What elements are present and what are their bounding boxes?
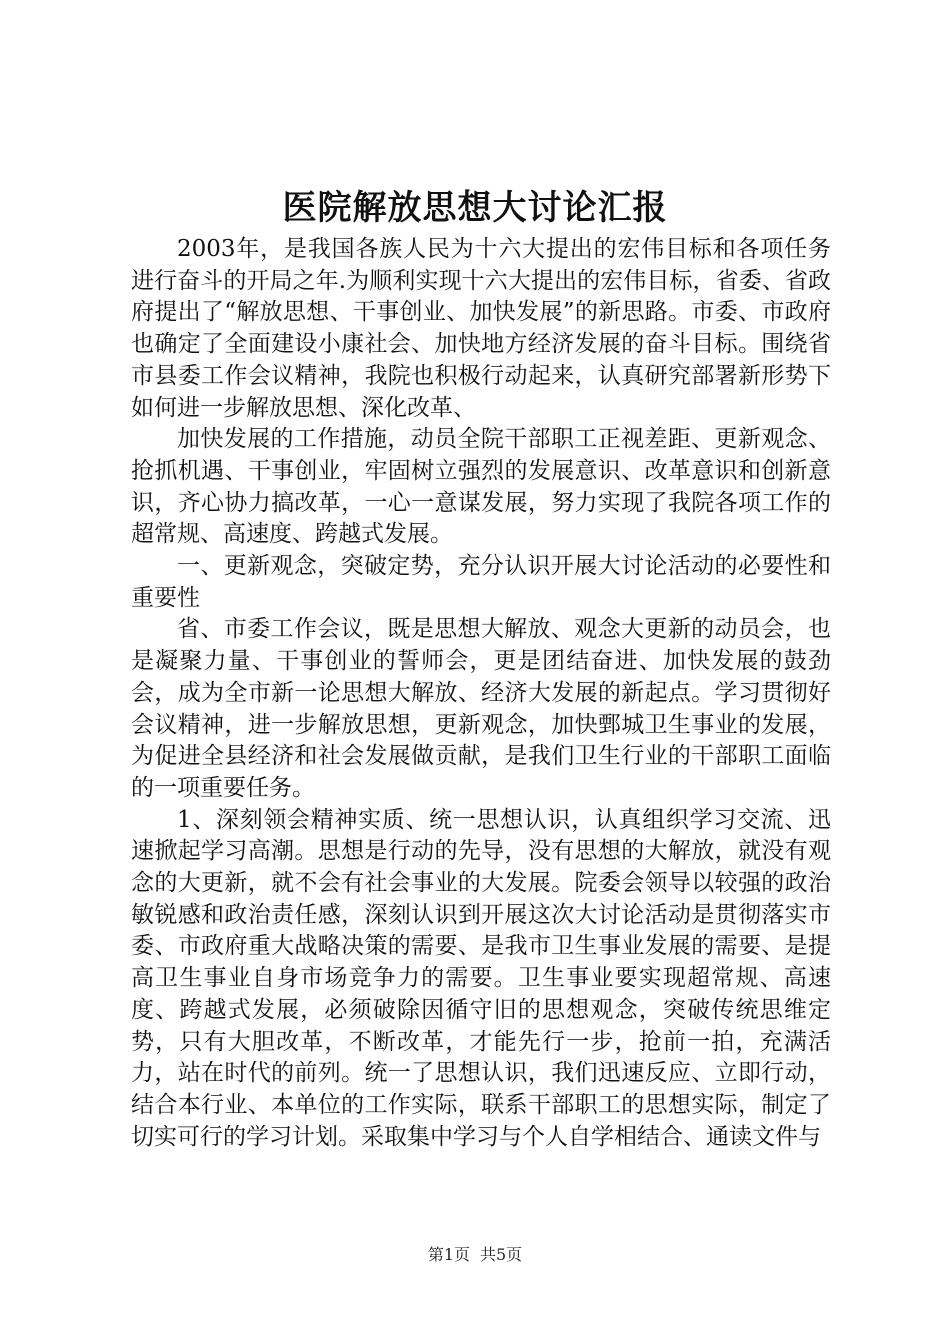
paragraph: 加快发展的工作措施，动员全院干部职工正视差距、更新观念、抢抓机遇、干事创业，牢固树立强烈的发展意识、改革意识和创新意识，齐心协力搞改革，一心一意谋发展，努力实现了我院各项工作的超常规、高速度、跨越式发展。 [131,426,831,548]
page-footer [0,1245,950,1265]
document-body [131,234,831,1153]
paragraph: 2003年，是我国各族人民为十六大提出的宏伟目标和各项任务进行奋斗的开局之年.为顺利实现十六大提出的宏伟目标，省委、省政府提出了“解放思想、干事创业、加快发展”的新思路。市委、市政府也确定了全面建设小康社会、加快地方经济发展的奋斗目标。围绕省市县委工作会议精神，我院也积极行动起来，认真研究部署新形势下如何进一步解放思想、深化改革、 [131,236,831,421]
document-title: 医院解放思想大讨论汇报 [282,188,668,228]
section-heading: 一、更新观念，突破定势，充分认识开展大讨论活动的必要性和重要性 [131,553,831,611]
page-number: 第1页 [427,1245,470,1264]
page-total: 共5页 [480,1245,523,1264]
paragraph: 省、市委工作会议，既是思想大解放、观念大更新的动员会，也是凝聚力量、干事创业的誓师会，更是团结奋进、加快发展的鼓劲会，成为全市新一论思想大解放、经济大发展的新起点。学习贯彻好会议精神，进一步解放思想，更新观念，加快鄄城卫生事业的发展，为促进全县经济和社会发展做贡献，是我们卫生行业的干部职工面临的一项重要任务。 [131,616,831,801]
paragraph: 1、深刻领会精神实质、统一思想认识，认真组织学习交流、迅速掀起学习高潮。思想是行动的先导，没有思想的大解放，就没有观念的大更新，就不会有社会事业的大发展。院委会领导以较强的政治敏锐感和政治责任感，深刻认识到开展这次大讨论活动是贯彻落实市委、市政府重大战略决策的需要、是我市卫生事业发展的需要、是提高卫生事业自身市场竞争力的需要。卫生事业要实现超常规、高速度、跨越式发展，必须破除因循守旧的思想观念，突破传统思维定势，只有大胆改革，不断改革，才能先行一步，抢前一拍，充满活力，站在时代的前列。统一了思想认识，我们迅速反应、立即行动，结合本行业、本单位的工作实际，联系干部职工的思想实际，制定了切实可行的学习计划。采取集中学习与个人自学相结合、通读文件与 [131,806,831,1150]
